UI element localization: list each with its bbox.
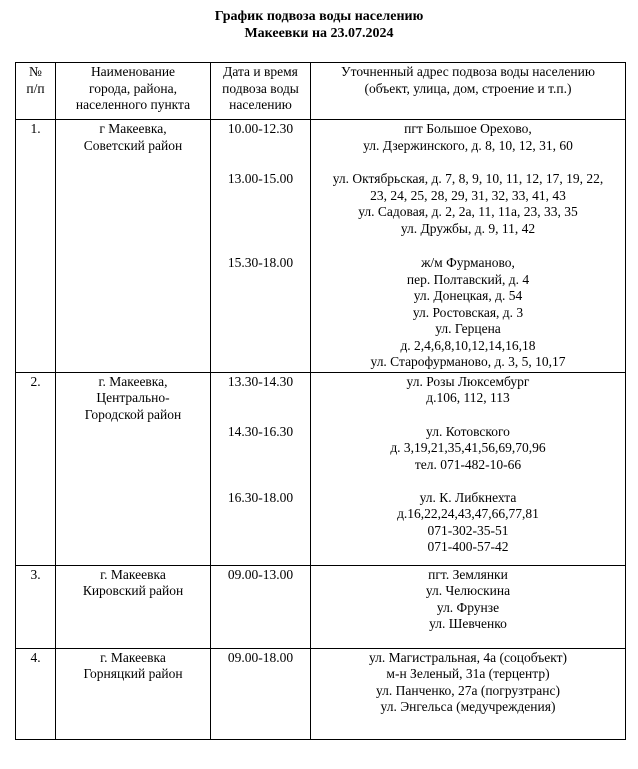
table-row <box>16 648 626 739</box>
address-block: ул. Магистральная, 4а (соцобъект) м-н Зеленый, 31а (терцентр) ул. Панченко, 27а (погрузтранс) ул. Энгельса (медучреждения) <box>369 649 567 714</box>
time-slot: 16.30-18.00 <box>227 489 294 505</box>
time-slot: 09.00-13.00 <box>227 566 294 582</box>
document-title <box>0 8 638 42</box>
row-times <box>211 565 311 648</box>
time-slot: 15.30-18.00 <box>227 255 294 270</box>
address-block: ж/м Фурманово, пер. Полтавский, д. 4 ул. Донецкая, д. 54 ул. Ростовская, д. 3 ул. Герцена д. 2,4,6,8,10,12,14,16,18 ул. Старофурманово, д. 3, 5, 10,17 <box>370 255 566 369</box>
row-place: г. Макеевка, Центрально- Городской район <box>56 372 211 565</box>
time-slot: 10.00-12.30 <box>227 121 294 136</box>
table-row <box>16 120 626 373</box>
row-place: г. Макеевка Горняцкий район <box>56 648 211 739</box>
row-times <box>211 120 311 373</box>
table-row <box>16 565 626 648</box>
row-addresses <box>311 648 626 739</box>
time-slot: 13.30-14.30 <box>227 373 294 389</box>
header-time: Дата и время подвоза воды населению <box>211 63 311 120</box>
title-line-2: Макеевки на 23.07.2024 <box>244 26 394 41</box>
address-block: пгт. Землянки ул. Челюскина ул. Фрунзе ул. Шевченко <box>425 566 511 631</box>
address-block: пгт Большое Орехово, ул. Дзержинского, д. 8, 10, 12, 31, 60 <box>363 121 573 153</box>
row-addresses <box>311 120 626 373</box>
row-place: г. Макеевка Кировский район <box>56 565 211 648</box>
time-slot: 09.00-18.00 <box>227 649 294 665</box>
header-place: Наименование города, района, населенного пункта <box>56 63 211 120</box>
title-line-1: График подвоза воды населению <box>214 9 424 24</box>
row-times <box>211 372 311 565</box>
address-block: ул. К. Либкнехта д.16,22,24,43,47,66,77,81 071-302-35-51 071-400-57-42 <box>397 489 539 554</box>
address-block: ул. Котовского д. 3,19,21,35,41,56,69,70,96 тел. 071-482-10-66 <box>390 423 546 472</box>
row-number: 3. <box>16 565 56 648</box>
table-row <box>16 372 626 565</box>
header-address: Уточненный адрес подвоза воды населению (объект, улица, дом, строение и т.п.) <box>311 63 626 120</box>
water-schedule-table <box>15 62 626 740</box>
address-block: ул. Розы Люксембург д.106, 112, 113 <box>406 373 530 405</box>
row-number: 4. <box>16 648 56 739</box>
header-number: № п/п <box>16 63 56 120</box>
row-addresses <box>311 565 626 648</box>
table-header-row <box>16 63 626 120</box>
address-block: ул. Октябрьская, д. 7, 8, 9, 10, 11, 12, 17, 19, 22, 23, 24, 25, 28, 29, 31, 32, 33, 41, 43 ул. Садовая, д. 2, 2а, 11, 11а, 23, 33, 35 ул. Дружбы, д. 9, 11, 42 <box>332 171 604 236</box>
time-slot: 14.30-16.30 <box>227 423 294 439</box>
row-addresses <box>311 372 626 565</box>
row-number: 1. <box>16 120 56 373</box>
row-times <box>211 648 311 739</box>
row-place: г Макеевка, Советский район <box>56 120 211 373</box>
row-number: 2. <box>16 372 56 565</box>
time-slot: 13.00-15.00 <box>227 171 294 186</box>
